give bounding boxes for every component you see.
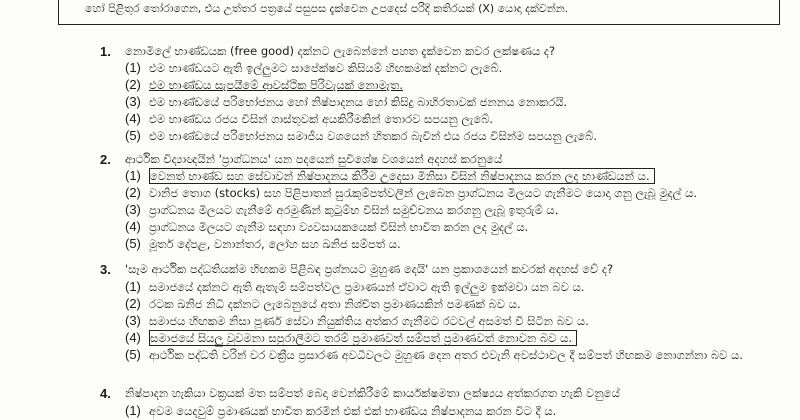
question-3-option-1 (125, 279, 584, 295)
option-number: (5) (125, 128, 141, 143)
instruction-text: හෝ පිළිතුර තෝරාගෙන, එය උත්තර පත්‍රයේ පසුපස දැක්වෙන උපදෙස් පරිදි කතිරයක් (X) යොදා දක්වන්න. (85, 2, 569, 15)
question-1-option-1 (125, 60, 502, 76)
option-text-boxed: සමාජයේ සියලු වුවමනා සපුරාලීමට තරම් ප්‍රමාණවත් සම්පත් ප්‍රමාණවත් නොවන බව ය. (149, 330, 577, 346)
question-4-stem: නිෂ්පාදන හැකියා වක්‍රයක් මත සම්පත් බෙදා වෙන්කිරීමේ කාර්යක්ෂමතා ලක්ෂ්‍යය අත්කරගත හැකි වනුයේ (125, 386, 620, 400)
option-text: එම භාණ්ඩයේ පරිභෝජනය සමාජීය වශයෙන් හිතකර බැවින් එය රජය විසින්ම සපයනු ලැබේ. (149, 129, 597, 143)
option-number: (5) (125, 347, 141, 362)
option-text: එම භාණ්ඩයට ඇති ඉල්ලුමට සාපේක්ෂව කිසියම් හිඟකමක් දක්නට ලැබේ. (149, 61, 503, 75)
question-1-option-5 (125, 128, 597, 144)
option-text: ප්‍රාග්ධනය මිලයට ගැනීමේ අරමුණින් කුටුම්භ විසින් සමුච්චනය කරගනු ලැබූ ඉතුරුම් ය. (149, 203, 559, 217)
option-number: (2) (125, 77, 141, 92)
question-1-option-4 (125, 111, 493, 127)
option-text: වානිජ තොග (stocks) සහ පිළිපාතන් සුරැකුම්පත්වලින් ලැබෙන ප්‍රාග්ධනය මිලයට ගැනීමට යොදා ගනු ලැබූ මුදල් ය. (149, 186, 698, 200)
question-1-number: 1. (100, 44, 111, 59)
option-text: සමාජය හිඟකම නිසා පූර්ණ සේවා නියුක්තිය අත්කර ගැනීමට රටවල් අසමත් වී සිටින බව ය. (149, 314, 589, 328)
option-text: රටක ඛනිජ නිධි දක්නට ලැබෙනුයේ අතා නිශ්චිත ප්‍රමාණයකින් පමණක් බව ය. (149, 297, 521, 311)
option-number: (1) (125, 168, 141, 183)
question-3-option-4 (125, 330, 577, 346)
instruction-box (58, 0, 780, 25)
option-number: (3) (125, 313, 141, 328)
option-number: (2) (125, 296, 141, 311)
question-2-option-2 (125, 185, 697, 201)
option-text: ආර්ථික පද්ධති වරින් වර වක්‍රීය ප්‍රසාරණ අවධීවලට මුහුණ දෙන අතර එවැනි අවස්ථාවල දී සම්පත් හිඟකම නොගන්නා බව ය. (149, 348, 743, 362)
option-text: ප්‍රාග්ධනය මිලයට ගැනීම සඳහා ව්‍යවසායකයෙක් විසින් භාවිත කරන ලද මුදල් ය. (149, 220, 529, 234)
option-text: සමාජයේ දක්නට ඇති ඇතැම් සම්පත්වල ප්‍රමාණයන් ඒවාට ඇති ඉල්ලුම ඉක්මවා යන බව ය. (149, 280, 585, 294)
option-number: (3) (125, 202, 141, 217)
question-3-option-2 (125, 296, 521, 312)
option-number: (1) (125, 403, 141, 418)
question-2-option-5 (125, 236, 401, 252)
option-number: (4) (125, 219, 141, 234)
question-1-option-2 (125, 77, 403, 93)
option-text: එම භාණ්ඩය රජය විසින් ගාස්තුවක් අයකිරීමකින් තොරව සපයනු ලැබේ. (149, 112, 494, 126)
question-2-option-1 (125, 168, 655, 184)
question-2-option-3 (125, 202, 558, 218)
question-1-stem: නොමිලේ භාණ්ඩයක (free good) දක්නට ලැබෙන්නේ පහත දැක්වෙන කවර ලක්ෂණය ද? (125, 44, 556, 58)
question-2-option-4 (125, 219, 528, 235)
question-3-stem: 'සෑම ආර්ථික පද්ධතියක්ම හිඟකම පිළිබඳ ප්‍රශ්නයට මුහුණ දෙයි' යන ප්‍රකාශයෙන් කවරක් අදහස් වේ ද? (125, 262, 614, 276)
option-text: අවම යෙදවුම් ප්‍රමාණයක් භාවිත කරමින් එක් එක් භාණ්ඩය නිෂ්පාදනය කරන විට දී ය. (149, 404, 557, 418)
question-3-option-5 (125, 347, 743, 363)
option-number: (4) (125, 330, 141, 345)
option-number: (4) (125, 111, 141, 126)
option-number: (2) (125, 185, 141, 200)
option-number: (3) (125, 94, 141, 109)
option-text-underlined: එම භාණ්ඩය සැපයීමේ ආවස්ථික පිරිවැයක් නොමැත. (149, 78, 404, 92)
question-1-option-3 (125, 94, 567, 110)
question-3-option-3 (125, 313, 589, 329)
question-3-number: 3. (100, 262, 111, 277)
option-text: මූර්ත දේපළ, වනාන්තර, ලෝහ සහ ඛනිජ සම්පත් ය. (149, 237, 401, 251)
question-4-option-1 (125, 403, 556, 419)
question-4-number: 4. (100, 386, 111, 401)
option-number: (1) (125, 279, 141, 294)
question-2-number: 2. (100, 152, 111, 167)
option-number: (1) (125, 60, 141, 75)
option-text-boxed: වෙනත් භාණ්ඩ සහ සේවාවන් නිෂ්පාදනය කිරීම උදෙසා මිනිසා විසින් නිෂ්පාදනය කරන ලද භාණ්ඩයන් ය. (149, 168, 655, 184)
question-2-stem: ආර්ථික විද්‍යාඥයින් 'ප්‍රාග්ධනය' යන පදයෙන් සුවිශේෂ වශයෙන් අදහස් කරනුයේ (125, 152, 503, 166)
option-text: එම භාණ්ඩයේ පරිභෝජනය හෝ නිෂ්පාදනය හෝ කිසිදු බාහිරතාවක් ජනනය නොකරයි. (149, 95, 568, 109)
option-number: (5) (125, 236, 141, 251)
